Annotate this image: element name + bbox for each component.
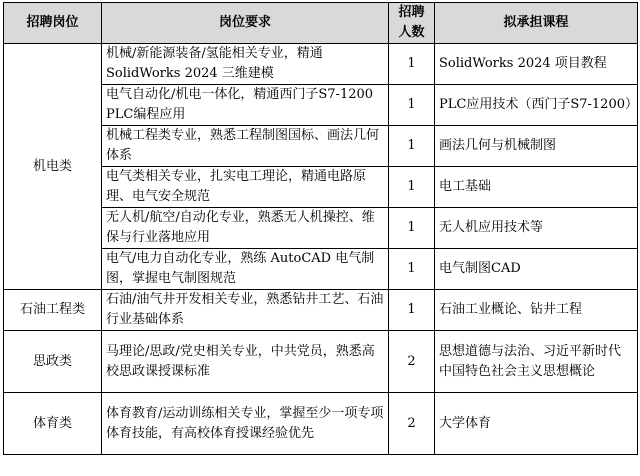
requirement-cell: 电气自动化/机电一体化，精通西门子S7-1200 PLC编程应用 [102,85,389,126]
count-cell: 1 [389,208,435,249]
requirement-cell: 马理论/思政/党史相关专业，中共党员，熟悉高校思政课授课标准 [102,331,389,393]
header-course: 拟承担课程 [435,3,638,44]
course-cell: 无人机应用技术等 [435,208,638,249]
requirement-cell: 无人机/航空/自动化专业，熟悉无人机操控、维保与行业落地应用 [102,208,389,249]
header-row [4,3,638,44]
category-cell: 机电类 [4,44,102,290]
recruitment-table [3,2,638,455]
course-cell: 大学体育 [435,393,638,455]
table-row [4,290,638,331]
header-requirement: 岗位要求 [102,3,389,44]
count-cell: 1 [389,290,435,331]
requirement-cell: 体育教育/运动训练相关专业，掌握至少一项专项体育技能，有高校体育授课经验优先 [102,393,389,455]
header-position: 招聘岗位 [4,3,102,44]
course-cell: 电工基础 [435,167,638,208]
table-row [4,44,638,85]
course-cell: 电气制图CAD [435,249,638,290]
course-cell: PLC应用技术（西门子S7-1200） [435,85,638,126]
count-cell: 1 [389,44,435,85]
course-cell: SolidWorks 2024 项目教程 [435,44,638,85]
count-cell: 1 [389,85,435,126]
count-cell: 2 [389,331,435,393]
requirement-cell: 石油/油气井开发相关专业，熟悉钻井工艺、石油行业基础体系 [102,290,389,331]
requirement-cell: 机械工程类专业，熟悉工程制图国标、画法几何体系 [102,126,389,167]
count-cell: 1 [389,126,435,167]
count-cell: 1 [389,249,435,290]
course-cell: 思想道德与法治、习近平新时代中国特色社会主义思想概论 [435,331,638,393]
table-row [4,393,638,455]
requirement-cell: 机械/新能源装备/氢能相关专业，精通SolidWorks 2024 三维建模 [102,44,389,85]
category-cell: 石油工程类 [4,290,102,331]
header-count: 招聘人数 [389,3,435,44]
requirement-cell: 电气类相关专业，扎实电工理论，精通电路原理、电气安全规范 [102,167,389,208]
category-cell: 体育类 [4,393,102,455]
count-cell: 1 [389,167,435,208]
count-cell: 2 [389,393,435,455]
course-cell: 画法几何与机械制图 [435,126,638,167]
category-cell: 思政类 [4,331,102,393]
course-cell: 石油工业概论、钻井工程 [435,290,638,331]
requirement-cell: 电气/电力自动化专业，熟练 AutoCAD 电气制图，掌握电气制图规范 [102,249,389,290]
table-row [4,331,638,393]
